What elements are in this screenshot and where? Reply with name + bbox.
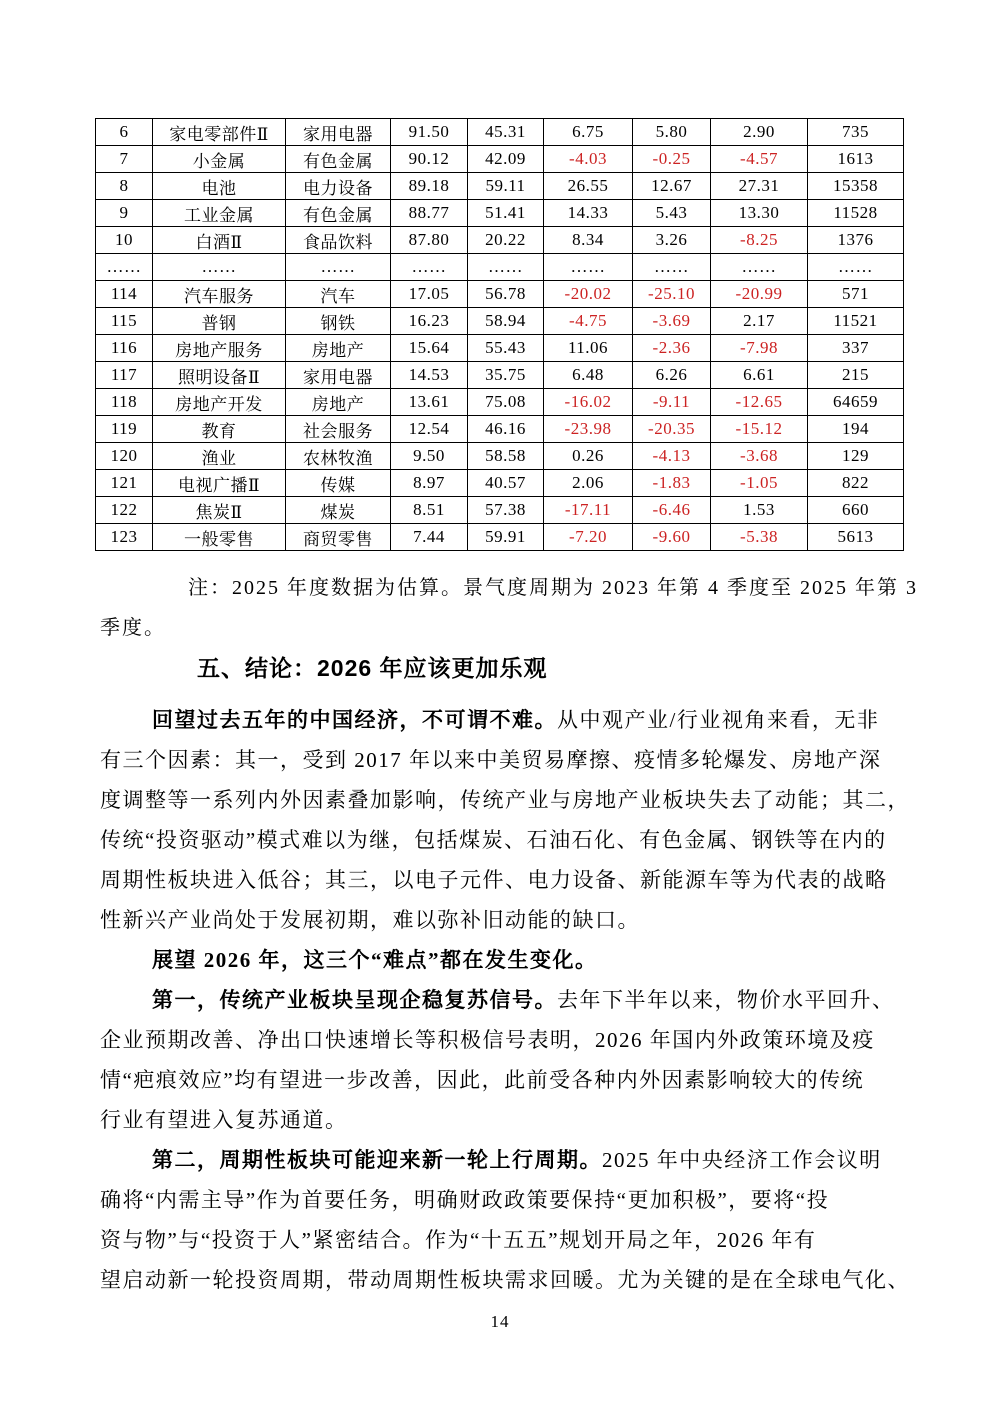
text-line [100, 1020, 914, 1060]
table-cell: 1.53 [711, 497, 808, 524]
table-cell: -12.65 [711, 389, 808, 416]
table-cell: 9 [96, 200, 153, 227]
text-segment: 从中观产业/行业视角来看，无非 [557, 708, 880, 732]
table-row [96, 308, 904, 335]
table-cell: …… [96, 254, 153, 281]
table-row [96, 146, 904, 173]
table-cell: 735 [808, 119, 904, 146]
table-cell: 88.77 [391, 200, 468, 227]
table-row [96, 119, 904, 146]
table-cell: 15.64 [391, 335, 468, 362]
table-cell: 有色金属 [286, 200, 391, 227]
table-cell: -5.38 [711, 524, 808, 551]
table-row [96, 254, 904, 281]
table-cell: …… [153, 254, 286, 281]
table-cell: 89.18 [391, 173, 468, 200]
table-cell: -4.57 [711, 146, 808, 173]
table-cell: -7.98 [711, 335, 808, 362]
text-segment: 有三个因素：其一，受到 2017 年以来中美贸易摩擦、疫情多轮爆发、房地产深 [100, 748, 882, 772]
text-segment: 情“疤痕效应”均有望进一步改善，因此，此前受各种内外因素影响较大的传统 [100, 1068, 865, 1092]
table-cell: -20.35 [633, 416, 711, 443]
table-cell: 14.53 [391, 362, 468, 389]
table-cell: 1376 [808, 227, 904, 254]
table-cell: 6.48 [544, 362, 633, 389]
table-cell: 121 [96, 470, 153, 497]
table-cell: 58.94 [468, 308, 544, 335]
table-cell: 传媒 [286, 470, 391, 497]
text-segment: 行业有望进入复苏通道。 [100, 1108, 348, 1132]
table-cell: 45.31 [468, 119, 544, 146]
table-cell: 钢铁 [286, 308, 391, 335]
table-cell: …… [286, 254, 391, 281]
table-cell: 51.41 [468, 200, 544, 227]
text-line [100, 700, 914, 740]
table-cell: -2.36 [633, 335, 711, 362]
table-cell: 20.22 [468, 227, 544, 254]
table-cell: 工业金属 [153, 200, 286, 227]
table-cell: 渔业 [153, 443, 286, 470]
text-line [100, 820, 914, 860]
text-segment: 2025 年中央经济工作会议明 [602, 1148, 882, 1172]
section-heading: 五、结论：2026 年应该更加乐观 [197, 655, 548, 681]
table-cell: 7 [96, 146, 153, 173]
table-cell: 116 [96, 335, 153, 362]
table-row [96, 335, 904, 362]
paragraph [100, 940, 914, 980]
table-cell: 91.50 [391, 119, 468, 146]
text-segment: 性新兴产业尚处于发展初期，难以弥补旧动能的缺口。 [100, 908, 640, 932]
table-row [96, 497, 904, 524]
text-line [100, 980, 914, 1020]
table-cell: 电视广播Ⅱ [153, 470, 286, 497]
table-cell: 12.67 [633, 173, 711, 200]
table-cell: 46.16 [468, 416, 544, 443]
table-cell: -4.13 [633, 443, 711, 470]
table-cell: 2.17 [711, 308, 808, 335]
table-cell: 食品饮料 [286, 227, 391, 254]
table-row [96, 173, 904, 200]
industry-table-body [96, 119, 904, 551]
table-cell: 普钢 [153, 308, 286, 335]
table-cell: 11.06 [544, 335, 633, 362]
table-cell: …… [711, 254, 808, 281]
table-cell: 26.55 [544, 173, 633, 200]
text-line [100, 780, 914, 820]
table-cell: 5.43 [633, 200, 711, 227]
table-cell: -4.75 [544, 308, 633, 335]
table-cell: 129 [808, 443, 904, 470]
table-cell: 房地产 [286, 389, 391, 416]
table-cell: 5613 [808, 524, 904, 551]
table-cell: 汽车 [286, 281, 391, 308]
table-cell: 8 [96, 173, 153, 200]
table-cell: -1.05 [711, 470, 808, 497]
table-cell: -20.02 [544, 281, 633, 308]
table-cell: 194 [808, 416, 904, 443]
text-segment: 去年下半年以来，物价水平回升、 [557, 988, 895, 1012]
paragraph [100, 980, 914, 1140]
table-cell: 87.80 [391, 227, 468, 254]
table-cell: 56.78 [468, 281, 544, 308]
table-cell: 家用电器 [286, 119, 391, 146]
table-cell: 75.08 [468, 389, 544, 416]
table-cell: 16.23 [391, 308, 468, 335]
table-cell: 117 [96, 362, 153, 389]
table-cell: 5.80 [633, 119, 711, 146]
table-cell: 337 [808, 335, 904, 362]
table-cell: 家电零部件Ⅱ [153, 119, 286, 146]
table-cell: -9.60 [633, 524, 711, 551]
table-cell: 照明设备Ⅱ [153, 362, 286, 389]
text-segment: 确将“内需主导”作为首要任务，明确财政政策要保持“更加积极”，要将“投 [100, 1188, 830, 1212]
table-cell: -25.10 [633, 281, 711, 308]
table-cell: 90.12 [391, 146, 468, 173]
bold-text-segment: 回望过去五年的中国经济，不可谓不难。 [152, 708, 557, 732]
table-cell: -4.03 [544, 146, 633, 173]
table-cell: 小金属 [153, 146, 286, 173]
table-cell: 焦炭Ⅱ [153, 497, 286, 524]
text-line [100, 1140, 914, 1180]
table-cell: 电力设备 [286, 173, 391, 200]
text-line [100, 1180, 914, 1220]
table-cell: -23.98 [544, 416, 633, 443]
table-row [96, 443, 904, 470]
table-cell: -7.20 [544, 524, 633, 551]
table-cell: 571 [808, 281, 904, 308]
table-cell: 房地产开发 [153, 389, 286, 416]
text-line [100, 1220, 914, 1260]
table-cell: 59.91 [468, 524, 544, 551]
text-segment: 资与物”与“投资于人”紧密结合。作为“十五五”规划开局之年，2026 年有 [100, 1228, 817, 1252]
table-cell: -16.02 [544, 389, 633, 416]
table-cell: 6 [96, 119, 153, 146]
text-segment: 传统“投资驱动”模式难以为继，包括煤炭、石油石化、有色金属、钢铁等在内的 [100, 828, 887, 852]
table-cell: 120 [96, 443, 153, 470]
table-cell: 汽车服务 [153, 281, 286, 308]
table-cell: 一般零售 [153, 524, 286, 551]
table-cell: -6.46 [633, 497, 711, 524]
table-cell: …… [391, 254, 468, 281]
table-cell: …… [633, 254, 711, 281]
table-cell: 2.06 [544, 470, 633, 497]
table-cell: -3.69 [633, 308, 711, 335]
table-cell: 9.50 [391, 443, 468, 470]
table-cell: 122 [96, 497, 153, 524]
table-cell: 57.38 [468, 497, 544, 524]
table-cell: 40.57 [468, 470, 544, 497]
paragraph [100, 1140, 914, 1300]
table-cell: 14.33 [544, 200, 633, 227]
text-line [100, 860, 914, 900]
table-cell: 6.26 [633, 362, 711, 389]
table-cell: 27.31 [711, 173, 808, 200]
table-cell: 2.90 [711, 119, 808, 146]
text-line [100, 940, 914, 980]
table-cell: 6.61 [711, 362, 808, 389]
note-line: 季度。 [100, 617, 166, 639]
text-line [100, 1260, 914, 1300]
table-cell: 17.05 [391, 281, 468, 308]
table-cell: -17.11 [544, 497, 633, 524]
table-cell: 有色金属 [286, 146, 391, 173]
table-cell: 59.11 [468, 173, 544, 200]
note-line: 注：2025 年度数据为估算。景气度周期为 2023 年第 4 季度至 2025 年第 3 [188, 577, 918, 599]
table-cell: 6.75 [544, 119, 633, 146]
table-cell: 58.58 [468, 443, 544, 470]
paragraph [100, 700, 914, 940]
table-cell: 35.75 [468, 362, 544, 389]
table-cell: 123 [96, 524, 153, 551]
industry-ranking-table [95, 118, 904, 551]
bold-text-segment: 第一，传统产业板块呈现企稳复苏信号。 [152, 988, 557, 1012]
table-cell: -15.12 [711, 416, 808, 443]
table-row [96, 200, 904, 227]
table-cell: 11521 [808, 308, 904, 335]
table-cell: -20.99 [711, 281, 808, 308]
text-line [100, 900, 914, 940]
body-paragraphs [100, 700, 914, 1300]
table-cell: 教育 [153, 416, 286, 443]
table-cell: -9.11 [633, 389, 711, 416]
table-cell: 商贸零售 [286, 524, 391, 551]
bold-text-segment: 第二，周期性板块可能迎来新一轮上行周期。 [152, 1148, 602, 1172]
table-cell: 822 [808, 470, 904, 497]
text-segment: 度调整等一系列内外因素叠加影响，传统产业与房地产业板块失去了动能；其二， [100, 788, 910, 812]
table-cell: 煤炭 [286, 497, 391, 524]
table-row [96, 281, 904, 308]
table-cell: 家用电器 [286, 362, 391, 389]
table-cell: …… [544, 254, 633, 281]
table-cell: -8.25 [711, 227, 808, 254]
text-line [100, 1100, 914, 1140]
table-cell: 房地产服务 [153, 335, 286, 362]
table-cell: 8.51 [391, 497, 468, 524]
table-cell: 10 [96, 227, 153, 254]
table-cell: 电池 [153, 173, 286, 200]
table-cell: 8.34 [544, 227, 633, 254]
table-cell: 64659 [808, 389, 904, 416]
table-cell: 660 [808, 497, 904, 524]
table-cell: 13.30 [711, 200, 808, 227]
table-cell: 118 [96, 389, 153, 416]
table-row [96, 416, 904, 443]
text-segment: 企业预期改善、净出口快速增长等积极信号表明，2026 年国内外政策环境及疫 [100, 1028, 875, 1052]
table-cell: 7.44 [391, 524, 468, 551]
table-cell: 12.54 [391, 416, 468, 443]
table-row [96, 362, 904, 389]
table-cell: …… [468, 254, 544, 281]
table-cell: 白酒Ⅱ [153, 227, 286, 254]
table-cell: …… [808, 254, 904, 281]
table-row [96, 524, 904, 551]
table-cell: -0.25 [633, 146, 711, 173]
table-row [96, 389, 904, 416]
table-cell: 42.09 [468, 146, 544, 173]
text-segment: 周期性板块进入低谷；其三，以电子元件、电力设备、新能源车等为代表的战略 [100, 868, 888, 892]
text-line [100, 1060, 914, 1100]
text-segment: 望启动新一轮投资周期，带动周期性板块需求回暖。尤为关键的是在全球电气化、 [100, 1268, 910, 1292]
table-row [96, 470, 904, 497]
table-cell: 55.43 [468, 335, 544, 362]
table-cell: 15358 [808, 173, 904, 200]
table-cell: -1.83 [633, 470, 711, 497]
table-cell: 房地产 [286, 335, 391, 362]
table-cell: 13.61 [391, 389, 468, 416]
table-cell: 0.26 [544, 443, 633, 470]
table-cell: -3.68 [711, 443, 808, 470]
table-cell: 11528 [808, 200, 904, 227]
table-note [100, 568, 918, 648]
table-cell: 社会服务 [286, 416, 391, 443]
table-row [96, 227, 904, 254]
table-cell: 115 [96, 308, 153, 335]
table-cell: 农林牧渔 [286, 443, 391, 470]
text-line [100, 740, 914, 780]
table-cell: 8.97 [391, 470, 468, 497]
table-cell: 215 [808, 362, 904, 389]
table-cell: 119 [96, 416, 153, 443]
bold-text-segment: 展望 2026 年，这三个“难点”都在发生变化。 [152, 948, 598, 972]
table-cell: 1613 [808, 146, 904, 173]
table-cell: 3.26 [633, 227, 711, 254]
page-number: 14 [490, 1312, 510, 1331]
table-cell: 114 [96, 281, 153, 308]
